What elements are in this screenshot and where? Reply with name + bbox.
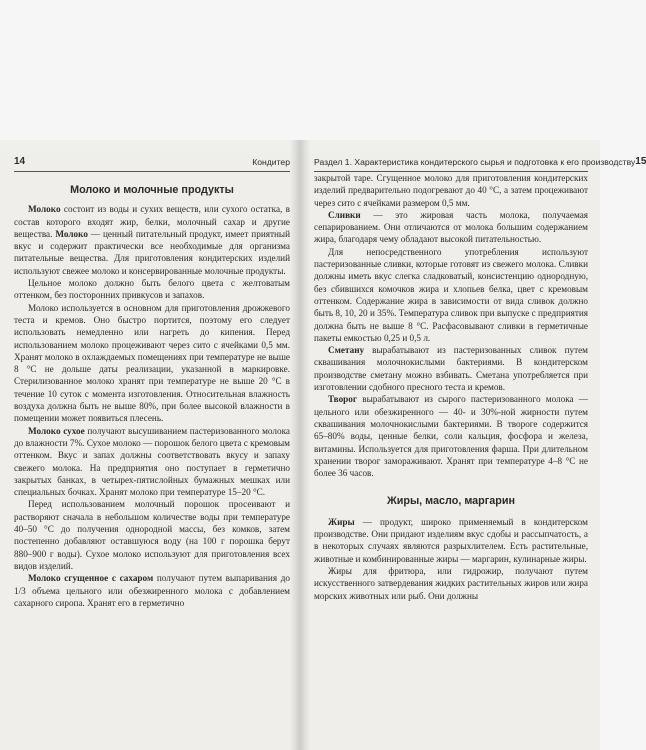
- paragraph: Молоко используется в основном для приготовления дрожжевого теста и кремов. Оно быстро портится, поэтому его следует использовать немедленно или нагреть до кипения. Перед использованием молоко процеживают через сито с ячейками 0,5 мм. Хранят молоко в охлаждаемых помещениях при температуре не выше 8 °С не дольше даты реализации, указанной в маркировке. Стерилизованное молоко хранят при температуре не выше 20 °С в течение 10 суток с момента изготовления. Относительная влажность воздуха должна быть не выше 80%, при более высокой влажности в помещении может появиться плесень.: [14, 302, 290, 424]
- paragraph: Жиры для фритюра, или гидрожир, получают путем искусственного затвердевания жидких растительных жиров или жира морских животных или рыб. Они должны: [314, 565, 588, 601]
- left-page: [0, 154, 300, 750]
- paragraph: [314, 393, 588, 479]
- page-number: 14: [14, 156, 26, 167]
- term: Молоко сухое: [28, 425, 85, 436]
- paragraph: Для непосредственного употребления используют пастеризованные сливки, которые готовят из свежего молока. Сливки должны иметь вкус слегка сладковатый, консистенцию однородную, без сбившихся комочков жира и хлопьев белка, цвет с кремовым оттенком. Содержание жира в зависимости от вида сливок должно быть 8, 10, 20 и 35%. Температура сливок при выпуске с предприятия должна быть не выше 8 °С. Расфасовывают сливки в герметичные пакеты емкостью 0,25 и 0,5 л.: [314, 246, 588, 343]
- paragraph-text: — ценный питательный продукт, имеет приятный вкус и содержит практически все необходимые для организма питательные вещества. Для приготовления кондитерских изделий используют свежее молоко и консервированные молочные продукты.: [14, 228, 290, 276]
- paragraph: [314, 209, 588, 246]
- term: Молоко: [55, 228, 88, 239]
- page-body: [14, 184, 290, 609]
- paragraph: [14, 203, 290, 277]
- running-head: [14, 154, 290, 172]
- paragraph: закрытой таре. Сгущенное молоко для приготовления кондитерских изделий предварительно подогревают до 40 °С, а затем процеживают через сито с ячейками размером 0,5 мм.: [314, 173, 588, 208]
- paragraph-text: — продукт, широко применяемый в кондитерском производстве. Они придают изделиям вкус сдобы и рассыпчатость, а в некоторых случаях являются разрыхлителем. Есть растительные, животные и комбинированные жиры — маргарин, кулинарные жиры.: [314, 516, 588, 564]
- term: Молоко сгущенное с сахаром: [28, 573, 154, 584]
- book-spread: [0, 140, 646, 750]
- paragraph: Перед использованием молочный порошок просеивают и растворяют сначала в небольшом количестве воды при температуре 40–50 °С до получения однородной массы, без комков, затем постепенно добавляют оставшуюся воду (на 100 г порошка берут 880–900 г воды). Сухое молоко используют для приготовления всех видов изделий.: [14, 499, 290, 571]
- paragraph-text: вырабатывают из сырого пастеризованного молока — цельного или обезжиренного — 40- и 30%-ной жирности путем сквашивания молочнокислыми бактериями. В твороге содержится 65–80% воды, ценные белки, соли кальция, фосфора и железа, витамины. Используется для приготовления фарша. При длительном хранении творог замораживают. Хранят при температуре 4–8 °С не более 36 часов.: [314, 394, 588, 479]
- paragraph: [14, 572, 290, 609]
- term: Жиры: [328, 516, 355, 527]
- term: Сливки: [328, 209, 361, 220]
- paragraph: Цельное молоко должно быть белого цвета с желтоватым оттенком, без посторонних привкусов и запахов.: [14, 278, 290, 301]
- term: Молоко: [28, 204, 61, 215]
- paragraph-text: получают путем выпаривания до 1/3 объема цельного или обезжиренного молока с добавлением сахарного сиропа. Хранят его в герметично: [14, 573, 290, 608]
- right-page: [300, 154, 646, 750]
- paragraph-text: вырабатывают из пастеризованных сливок путем сквашивания молочнокислыми бактериями. В кондитерском производстве сметану можно взбивать. Сметана употребляется при изготовлении сдобного пресного теста и кремов.: [314, 345, 588, 393]
- term: Творог: [328, 394, 358, 405]
- running-head: [314, 154, 646, 172]
- running-head-title: Раздел 1. Характеристика кондитерского сырья и подготовка к его производству: [314, 157, 636, 167]
- page-number: 15: [635, 156, 646, 167]
- paragraph: [14, 425, 290, 499]
- running-head-title: Кондитер: [252, 157, 290, 167]
- section-title: Молоко и молочные продукты: [70, 184, 234, 196]
- section-title: Жиры, масло, маргарин: [386, 495, 516, 508]
- paragraph-text: получают высушиванием пастеризованного молока до влажности 7%. Сухое молоко — порошок белого цвета с кремовым оттенком. Вкус и запах должны соответствовать вкусу и запаху свежего молока. На предприятия оно поступает в герметично закрытых банках, в четырех-пятислойных бумажных мешках или специальных бочках. Хранят молоко при температуре 15–20 °С.: [14, 425, 290, 498]
- paragraph-text: — это жировая часть молока, получаемая сепарированием. Они отличаются от молока большим содержанием жира, благодаря чему обладают высокой питательностью.: [314, 209, 588, 245]
- paragraph: [314, 344, 588, 393]
- paragraph-text: состоит из воды и сухих веществ, или сухого остатка, в состав которого входят жир, белки, молочный сахар и другие вещества.: [14, 204, 290, 239]
- term: Сметану: [328, 345, 365, 356]
- paragraph: [314, 516, 588, 565]
- page-body: [314, 172, 588, 602]
